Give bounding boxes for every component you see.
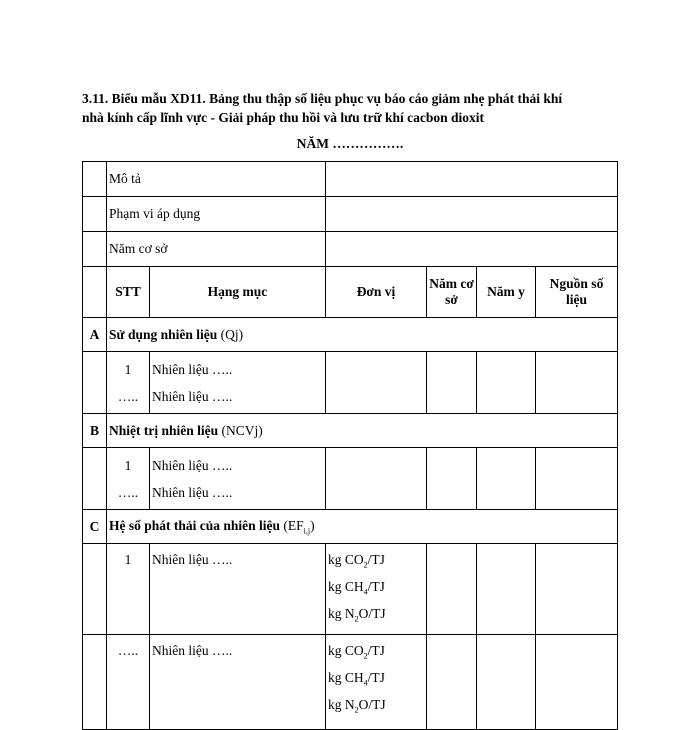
section-letter: A <box>83 318 107 352</box>
heading-line-2: nhà kính cấp lĩnh vực - Giải pháp thu hồi và lưu trữ khí cacbon dioxit <box>82 110 485 125</box>
base-year-cell[interactable] <box>427 352 477 414</box>
source-cell[interactable] <box>536 448 618 510</box>
stt-cell: ….. <box>117 388 139 404</box>
col-header-unit: Đơn vị <box>326 267 427 318</box>
data-collection-table <box>82 161 618 730</box>
unit-cell <box>326 635 427 730</box>
info-label: Năm cơ sở <box>107 232 326 267</box>
unit-ch4: kg $CH_4/TJ$ <box>328 670 385 688</box>
section-a-header <box>83 318 618 352</box>
unit-cell <box>326 544 427 635</box>
section-title: Sử dụng nhiên liệu <box>109 326 218 342</box>
base-year-cell[interactable] <box>427 544 477 635</box>
col-header-source: Nguồn số liệu <box>536 267 618 318</box>
item-cell: Nhiên liệu ….. <box>152 361 233 377</box>
item-cell: Nhiên liệu ….. <box>152 552 233 567</box>
year-label: NĂM ……………. <box>296 136 404 151</box>
section-title: Nhiệt trị nhiên liệu <box>109 422 219 438</box>
section-a-rows <box>83 352 618 414</box>
section-b-rows <box>83 448 618 510</box>
unit-ch4: kg $CH_4/TJ$ <box>328 579 385 597</box>
year-y-cell[interactable] <box>477 448 536 510</box>
info-label: Mô tả <box>107 162 326 197</box>
stt-cell: ….. <box>117 484 139 500</box>
year-y-cell[interactable] <box>477 635 536 730</box>
item-cell: Nhiên liệu ….. <box>152 388 233 404</box>
unit-cell[interactable] <box>326 352 427 414</box>
stt-cell: 1 <box>124 552 132 567</box>
section-note-subscript: i,j <box>303 526 311 536</box>
section-b-header <box>83 414 618 448</box>
col-header-stt: STT <box>107 267 150 318</box>
source-cell[interactable] <box>536 635 618 730</box>
form-heading <box>82 89 642 127</box>
heading-line-1: 3.11. Biểu mẫu XD11. Bảng thu thập số liệu phục vụ báo cáo giảm nhẹ phát thải khí <box>82 91 563 106</box>
stt-cell: 1 <box>124 457 132 473</box>
item-cell: Nhiên liệu ….. <box>152 457 233 473</box>
col-header-item: Hạng mục <box>150 267 326 318</box>
section-c-row-2 <box>83 635 618 730</box>
item-cell: Nhiên liệu ….. <box>152 484 233 500</box>
section-note-open: (EF <box>283 517 304 533</box>
section-c-header <box>83 510 618 544</box>
unit-co2: kg $CO_2/TJ$ <box>328 643 385 661</box>
info-row-description <box>83 162 618 197</box>
section-note-close: ) <box>310 517 315 533</box>
info-value-cell[interactable] <box>326 162 618 197</box>
unit-n2o: kg $N_2O/TJ$ <box>328 606 386 624</box>
stt-cell: ….. <box>117 643 139 658</box>
source-cell[interactable] <box>536 544 618 635</box>
info-value-cell[interactable] <box>326 197 618 232</box>
unit-n2o: kg $N_2O/TJ$ <box>328 697 386 715</box>
info-label: Phạm vi áp dụng <box>107 197 326 232</box>
section-letter: C <box>83 510 107 544</box>
info-value-cell[interactable] <box>326 232 618 267</box>
section-note: (NCVj) <box>221 422 263 438</box>
column-header-row <box>83 267 618 318</box>
base-year-cell[interactable] <box>427 448 477 510</box>
section-note: (Qj) <box>220 326 244 342</box>
section-title: Hệ số phát thải của nhiên liệu <box>109 517 281 533</box>
year-y-cell[interactable] <box>477 352 536 414</box>
section-letter: B <box>83 414 107 448</box>
source-cell[interactable] <box>536 352 618 414</box>
year-y-cell[interactable] <box>477 544 536 635</box>
base-year-cell[interactable] <box>427 635 477 730</box>
col-header-base-year: Năm cơ sở <box>427 267 477 318</box>
col-header-year-y: Năm y <box>477 267 536 318</box>
info-row-base-year <box>83 232 618 267</box>
stt-cell: 1 <box>124 361 132 377</box>
unit-cell[interactable] <box>326 448 427 510</box>
section-c-row-1 <box>83 544 618 635</box>
unit-co2: kg $CO_2/TJ$ <box>328 552 385 570</box>
info-row-scope <box>83 197 618 232</box>
item-cell: Nhiên liệu ….. <box>152 643 233 658</box>
